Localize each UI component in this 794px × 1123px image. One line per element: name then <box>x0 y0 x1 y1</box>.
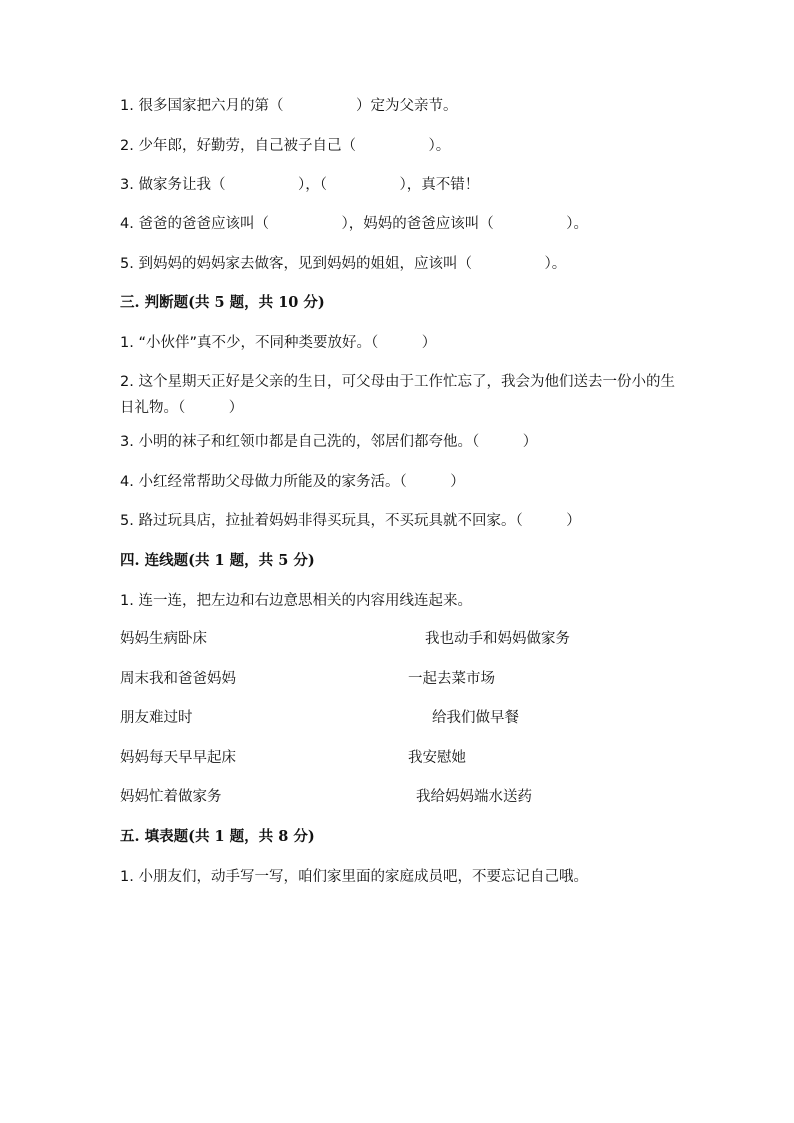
match-right-item-3: 给我们做早餐 <box>432 710 519 726</box>
match-instruction: 1. 连一连，把左边和右边意思相关的内容用线连起来。 <box>120 593 472 609</box>
fill-in-question-3: 3. 做家务让我（ ），（ ），真不错！ <box>120 177 480 193</box>
judge-question-1: 1. “小伙伴”真不少，不同种类要放好。（ ） <box>120 335 437 351</box>
judge-section-heading: 三. 判断题(共 5 题，共 10 分) <box>120 294 325 311</box>
table-question-1: 1. 小朋友们，动手写一写，咱们家里面的家庭成员吧，不要忘记自己哦。 <box>120 869 588 885</box>
match-left-item-2: 周末我和爸爸妈妈 <box>120 671 236 687</box>
match-section-heading: 四. 连线题(共 1 题，共 5 分) <box>120 552 315 569</box>
table-section-heading: 五. 填表题(共 1 题，共 8 分) <box>120 828 315 845</box>
match-left-item-5: 妈妈忙着做家务 <box>120 789 222 805</box>
judge-question-2: 2. 这个星期天正好是父亲的生日，可父母由于工作忙忘了，我会为他们送去一份小的生日礼物。（ ） <box>120 374 675 416</box>
fill-in-question-5: 5. 到妈妈的妈妈家去做客，见到妈妈的姐姐，应该叫（ ）。 <box>120 256 567 272</box>
fill-in-question-4: 4. 爸爸的爸爸应该叫（ ），妈妈的爸爸应该叫（ ）。 <box>120 216 588 232</box>
judge-question-5: 5. 路过玩具店，拉扯着妈妈非得买玩具，不买玩具就不回家。（ ） <box>120 513 581 529</box>
match-right-item-4: 我安慰她 <box>408 750 466 766</box>
match-left-item-3: 朋友难过时 <box>120 710 193 726</box>
match-left-item-1: 妈妈生病卧床 <box>120 631 207 647</box>
fill-in-question-1: 1. 很多国家把六月的第（ ）定为父亲节。 <box>120 98 458 114</box>
match-left-item-4: 妈妈每天早早起床 <box>120 750 236 766</box>
match-right-item-1: 我也动手和妈妈做家务 <box>425 631 570 647</box>
match-right-item-5: 我给妈妈端水送药 <box>416 789 532 805</box>
judge-question-3: 3. 小明的袜子和红领巾都是自己洗的，邻居们都夸他。（ ） <box>120 434 538 450</box>
match-right-item-2: 一起去菜市场 <box>408 671 495 687</box>
judge-question-4: 4. 小红经常帮助父母做力所能及的家务活。（ ） <box>120 474 465 490</box>
fill-in-question-2: 2. 少年郎，好勤劳，自己被子自己（ ）。 <box>120 138 451 154</box>
